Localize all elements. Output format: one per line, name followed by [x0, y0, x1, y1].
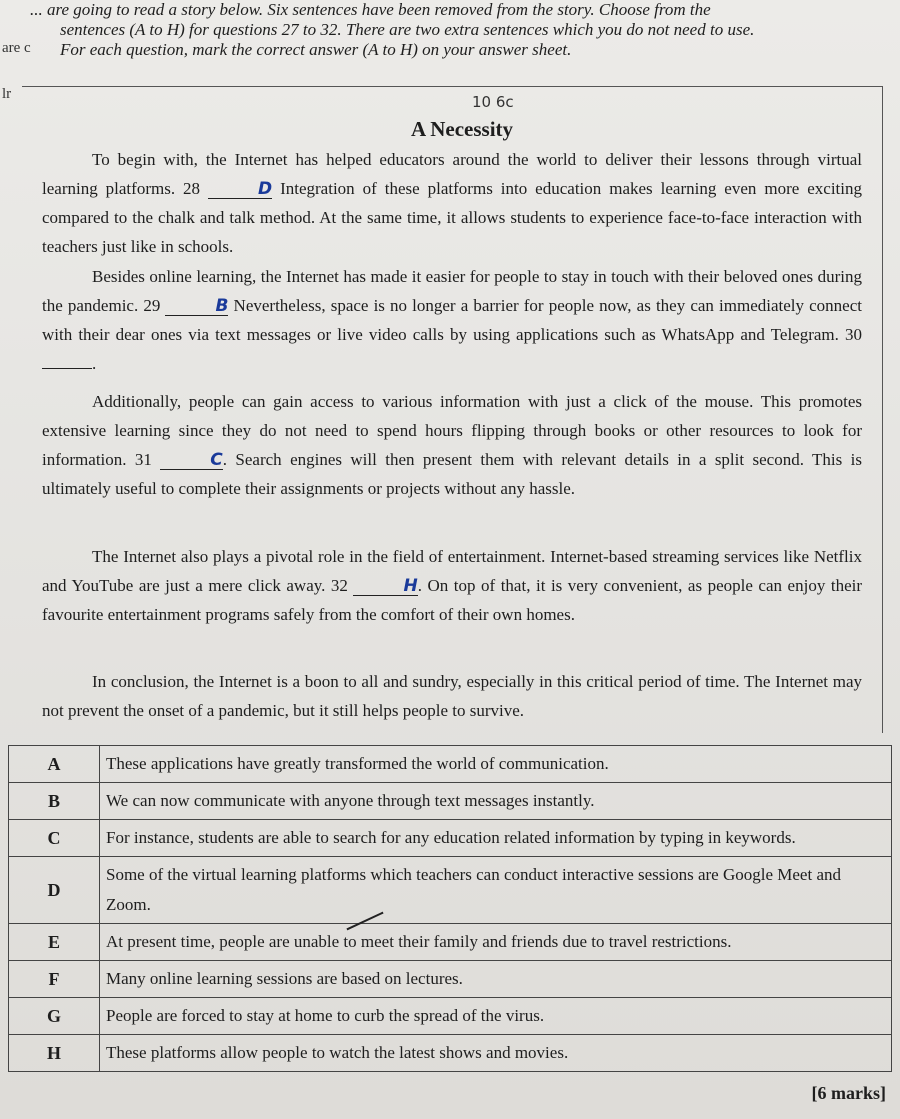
margin-fragment-1: are c: [2, 40, 31, 56]
instructions-line-2: sentences (A to H) for questions 27 to 32. There are two extra sentences which you do not need to use.: [60, 20, 755, 39]
paragraph-2: [42, 262, 862, 378]
paragraph-3: [42, 387, 862, 503]
paragraph-1-text-b: Integration of these platforms into education makes learning even more exciting compared to the chalk and talk method. At the same time, it allows students to experience face-to-face interaction with teachers just like in schools.: [42, 179, 862, 256]
paragraph-4-text-a: The Internet also plays a pivotal role in the field of entertainment. Internet-based streaming services like Netflix and YouTube are just a mere click away. 32: [42, 547, 862, 595]
option-row: [9, 746, 892, 783]
paragraph-4-text-b: . On top of that, it is very convenient, as people can enjoy their favourite entertainment programs safely from the comfort of their own homes.: [42, 576, 862, 624]
option-row: [9, 961, 892, 998]
option-row: [9, 998, 892, 1035]
answer-blank-31[interactable]: C: [160, 451, 222, 470]
option-row: [9, 924, 892, 961]
instructions: [30, 0, 890, 60]
paragraph-1-text-a: To begin with, the Internet has helped educators around the world to deliver their lessons through virtual learning platforms. 28: [42, 150, 862, 198]
paragraph-3-text-b: . Search engines will then present them with relevant details in a split second. This is ultimately useful to complete their assignments or projects without any hassle.: [42, 450, 862, 498]
paragraph-3-text-a: Additionally, people can gain access to various information with just a click of the mouse. This promotes extensive learning since they do not need to spend hours flipping through books or other resources to look for information. 31: [42, 392, 862, 469]
option-text: These platforms allow people to watch the latest shows and movies.: [100, 1035, 892, 1072]
option-text: At present time, people are unable to meet their family and friends due to travel restrictions.: [100, 924, 892, 961]
handwritten-doodle: 10 6c: [472, 93, 514, 111]
answer-blank-29[interactable]: B: [165, 297, 228, 316]
option-text: These applications have greatly transformed the world of communication.: [100, 746, 892, 783]
story-title: A Necessity: [410, 117, 514, 141]
option-text: We can now communicate with anyone through text messages instantly.: [100, 783, 892, 820]
options-table: [8, 745, 892, 1072]
answer-blank-28[interactable]: D: [208, 180, 272, 199]
option-letter: D: [9, 857, 100, 924]
option-text: Some of the virtual learning platforms which teachers can conduct interactive sessions are Google Meet and Zoom.: [100, 857, 892, 924]
option-letter: A: [9, 746, 100, 783]
instructions-line-1: ... are going to read a story below. Six sentences have been removed from the story. Choose from the: [30, 0, 711, 19]
answer-blank-32[interactable]: H: [353, 577, 417, 596]
option-letter: H: [9, 1035, 100, 1072]
option-row: [9, 783, 892, 820]
paragraph-4: [42, 542, 862, 629]
option-letter: G: [9, 998, 100, 1035]
answer-blank-30[interactable]: [42, 368, 92, 369]
option-letter: F: [9, 961, 100, 998]
instructions-line-3: For each question, mark the correct answer (A to H) on your answer sheet.: [60, 40, 572, 59]
option-letter: E: [9, 924, 100, 961]
paragraph-5: In conclusion, the Internet is a boon to all and sundry, especially in this critical period of time. The Internet may not prevent the onset of a pandemic, but it still helps people to survive.: [42, 672, 862, 720]
option-row: [9, 857, 892, 924]
option-row: [9, 1035, 892, 1072]
option-text: Many online learning sessions are based on lectures.: [100, 961, 892, 998]
story-passage: [22, 86, 883, 733]
option-letter: C: [9, 820, 100, 857]
paragraph-2-text-b: Nevertheless, space is no longer a barrier for people now, as they can immediately connect with their dear ones via text messages or live video calls by using applications such as WhatsApp and Telegram. 30: [42, 296, 862, 344]
marks-total: [6 marks]: [811, 1083, 886, 1103]
option-text: For instance, students are able to search for any education related information by typing in keywords.: [100, 820, 892, 857]
paragraph-2-text-c: .: [92, 354, 97, 373]
margin-fragment-2: lr: [2, 86, 12, 102]
option-row: [9, 820, 892, 857]
paragraph-2-text-a: Besides online learning, the Internet has made it easier for people to stay in touch with their beloved ones during the pandemic. 29: [42, 267, 862, 315]
option-letter: B: [9, 783, 100, 820]
option-text: People are forced to stay at home to curb the spread of the virus.: [100, 998, 892, 1035]
paragraph-1: [42, 145, 862, 261]
